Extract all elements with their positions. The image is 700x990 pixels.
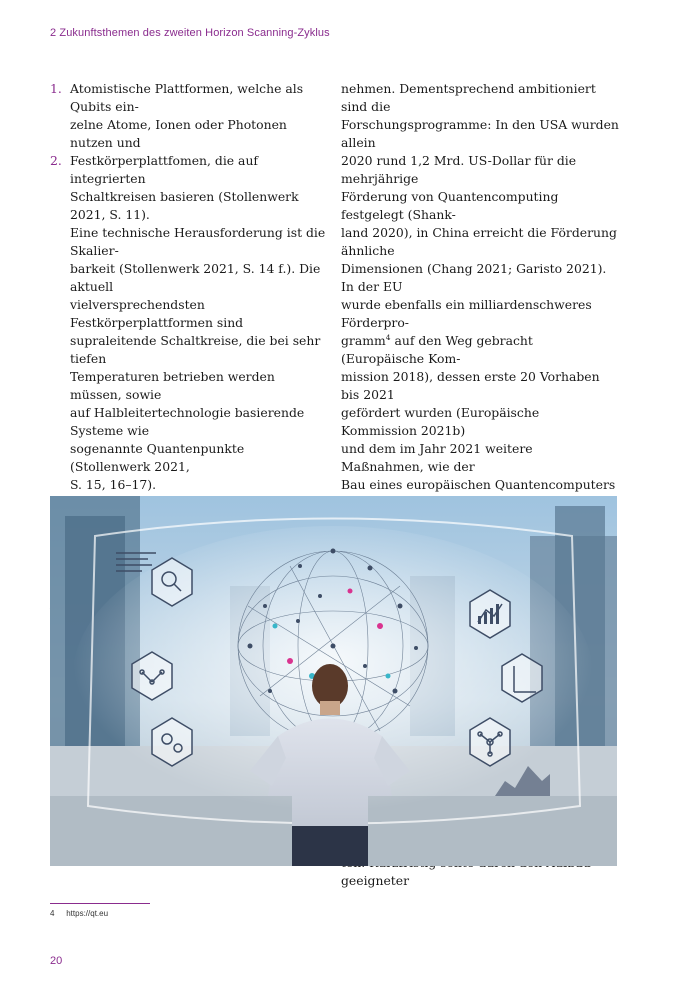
platform-list [50,80,328,494]
text-line: Dimensionen (Chang 2021; Garisto 2021). In der EU [341,261,607,294]
text-line: land 2020), in China erreicht die Förderung ähnliche [341,225,617,258]
text-line: Förderung von Quantencomputing festgelegt (Shank- [341,189,559,222]
text-fragment: auf den Weg gebracht (Europäische Kom- [341,333,533,366]
list-text-line: Temperaturen betrieben werden müssen, sowie [70,369,275,402]
footnote-number: 4 [50,909,55,918]
text-line: geeigneter [341,873,410,888]
text-line: 2020 rund 1,2 Mrd. US-Dollar für die mehrjährige [341,153,577,186]
text-line: mission 2018), dessen erste 20 Vorhaben bis 2021 [341,369,600,402]
text-line: Forschungsprogramme: In den USA wurden allein [341,117,619,150]
running-header: 2 Zukunftsthemen des zweiten Horizon Scanning-Zyklus [50,27,330,39]
paragraph [341,80,619,548]
list-text-line: supraleitende Schaltkreise, die bei sehr tiefen [70,333,321,366]
list-number: 1. [50,81,62,96]
list-text-line: Atomistische Plattformen, welche als Qubits ein- [70,81,304,114]
list-number: 2. [50,153,62,168]
page-number: 20 [50,955,63,967]
list-item [50,152,328,494]
footnote [50,909,108,918]
text-fragment: gramm [341,333,386,348]
quantum-illustration-photo [50,496,617,866]
footnote-marker[interactable]: 4 [385,332,391,342]
footnote-divider [50,903,150,904]
text-line: und dem im Jahr 2021 weitere Maßnahmen, wie der [341,441,533,474]
list-text-line: Festkörperplattfomen, die auf integrierten [70,153,259,186]
list-text-line: sogenannte Quantenpunkte (Stollenwerk 2021, [70,441,245,474]
text-line-with-footnote [341,332,619,368]
list-text-line: S. 15, 16–17). [70,477,157,492]
list-text-line: Eine technische Herausforderung ist die Skalier- [70,225,326,258]
list-item [50,80,328,152]
text-line: Bau eines europäischen Quantencomputers [341,477,616,492]
list-text-line: Schaltkreisen basieren (Stollenwerk 2021, S. 11). [70,189,299,222]
list-text-line: vielversprechendsten Festkörperplattformen sind [70,297,244,330]
list-text-line: auf Halbleitertechnologie basierende Systeme wie [70,405,305,438]
text-line: wurde ebenfalls ein milliardenschweres Förderpro- [341,297,592,330]
text-line: nehmen. Dementsprechend ambitioniert sind die [341,81,596,114]
footnote-link[interactable]: https://qt.eu [66,909,109,918]
text-line: gefördert wurden (Europäische Kommission 2021b) [341,405,540,438]
list-text-line: zelne Atome, Ionen oder Photonen nutzen und [70,117,287,150]
list-text-line: barkeit (Stollenwerk 2021, S. 14 f.). Die aktuell [70,261,321,294]
